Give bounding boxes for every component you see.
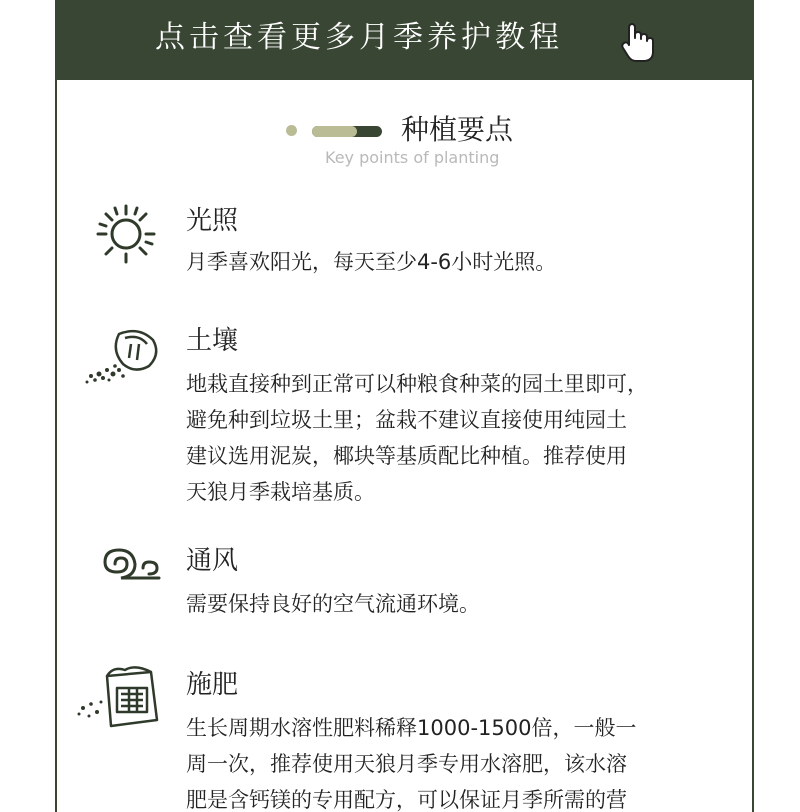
section-title-light: 光照	[186, 206, 239, 236]
section-header	[57, 108, 752, 178]
section-body-soil: 地栽直接种到正常可以种粮食种菜的园土里即可， 避免种到垃圾土里；盆栽不建议直接使用纯园土 建议选用泥炭，椰块等基质配比种植。推荐使用 天狼月季栽培基质。	[186, 372, 648, 504]
wind-icon	[95, 544, 165, 584]
fertilizer-bag-icon	[73, 664, 167, 734]
soil-pot-icon	[79, 324, 165, 390]
section-title-soil: 土壤	[186, 326, 239, 356]
page-title: 种植要点	[401, 113, 514, 146]
section-body-ventilation: 需要保持良好的空气流通环境。	[186, 592, 480, 616]
section-title-ventilation: 通风	[186, 546, 239, 576]
page-subtitle: Key points of planting	[325, 148, 500, 167]
section-body-fertilizer: 生长周期水溶性肥料稀释1000-1500倍，一般一 周一次，推荐使用天狼月季专用水溶肥，该水溶 肥是含钙镁的专用配方，可以保证月季所需的营	[186, 716, 637, 812]
care-panel	[55, 0, 754, 812]
hand-pointer-icon[interactable]	[619, 20, 655, 64]
sun-icon	[94, 202, 158, 266]
banner-text[interactable]: 点击查看更多月季养护教程	[155, 20, 563, 55]
section-title-fertilizer: 施肥	[186, 670, 239, 700]
section-body-light: 月季喜欢阳光，每天至少4-6小时光照。	[186, 250, 557, 274]
tutorial-banner[interactable]	[57, 0, 752, 80]
header-dot	[286, 125, 297, 136]
header-pill	[312, 126, 382, 137]
